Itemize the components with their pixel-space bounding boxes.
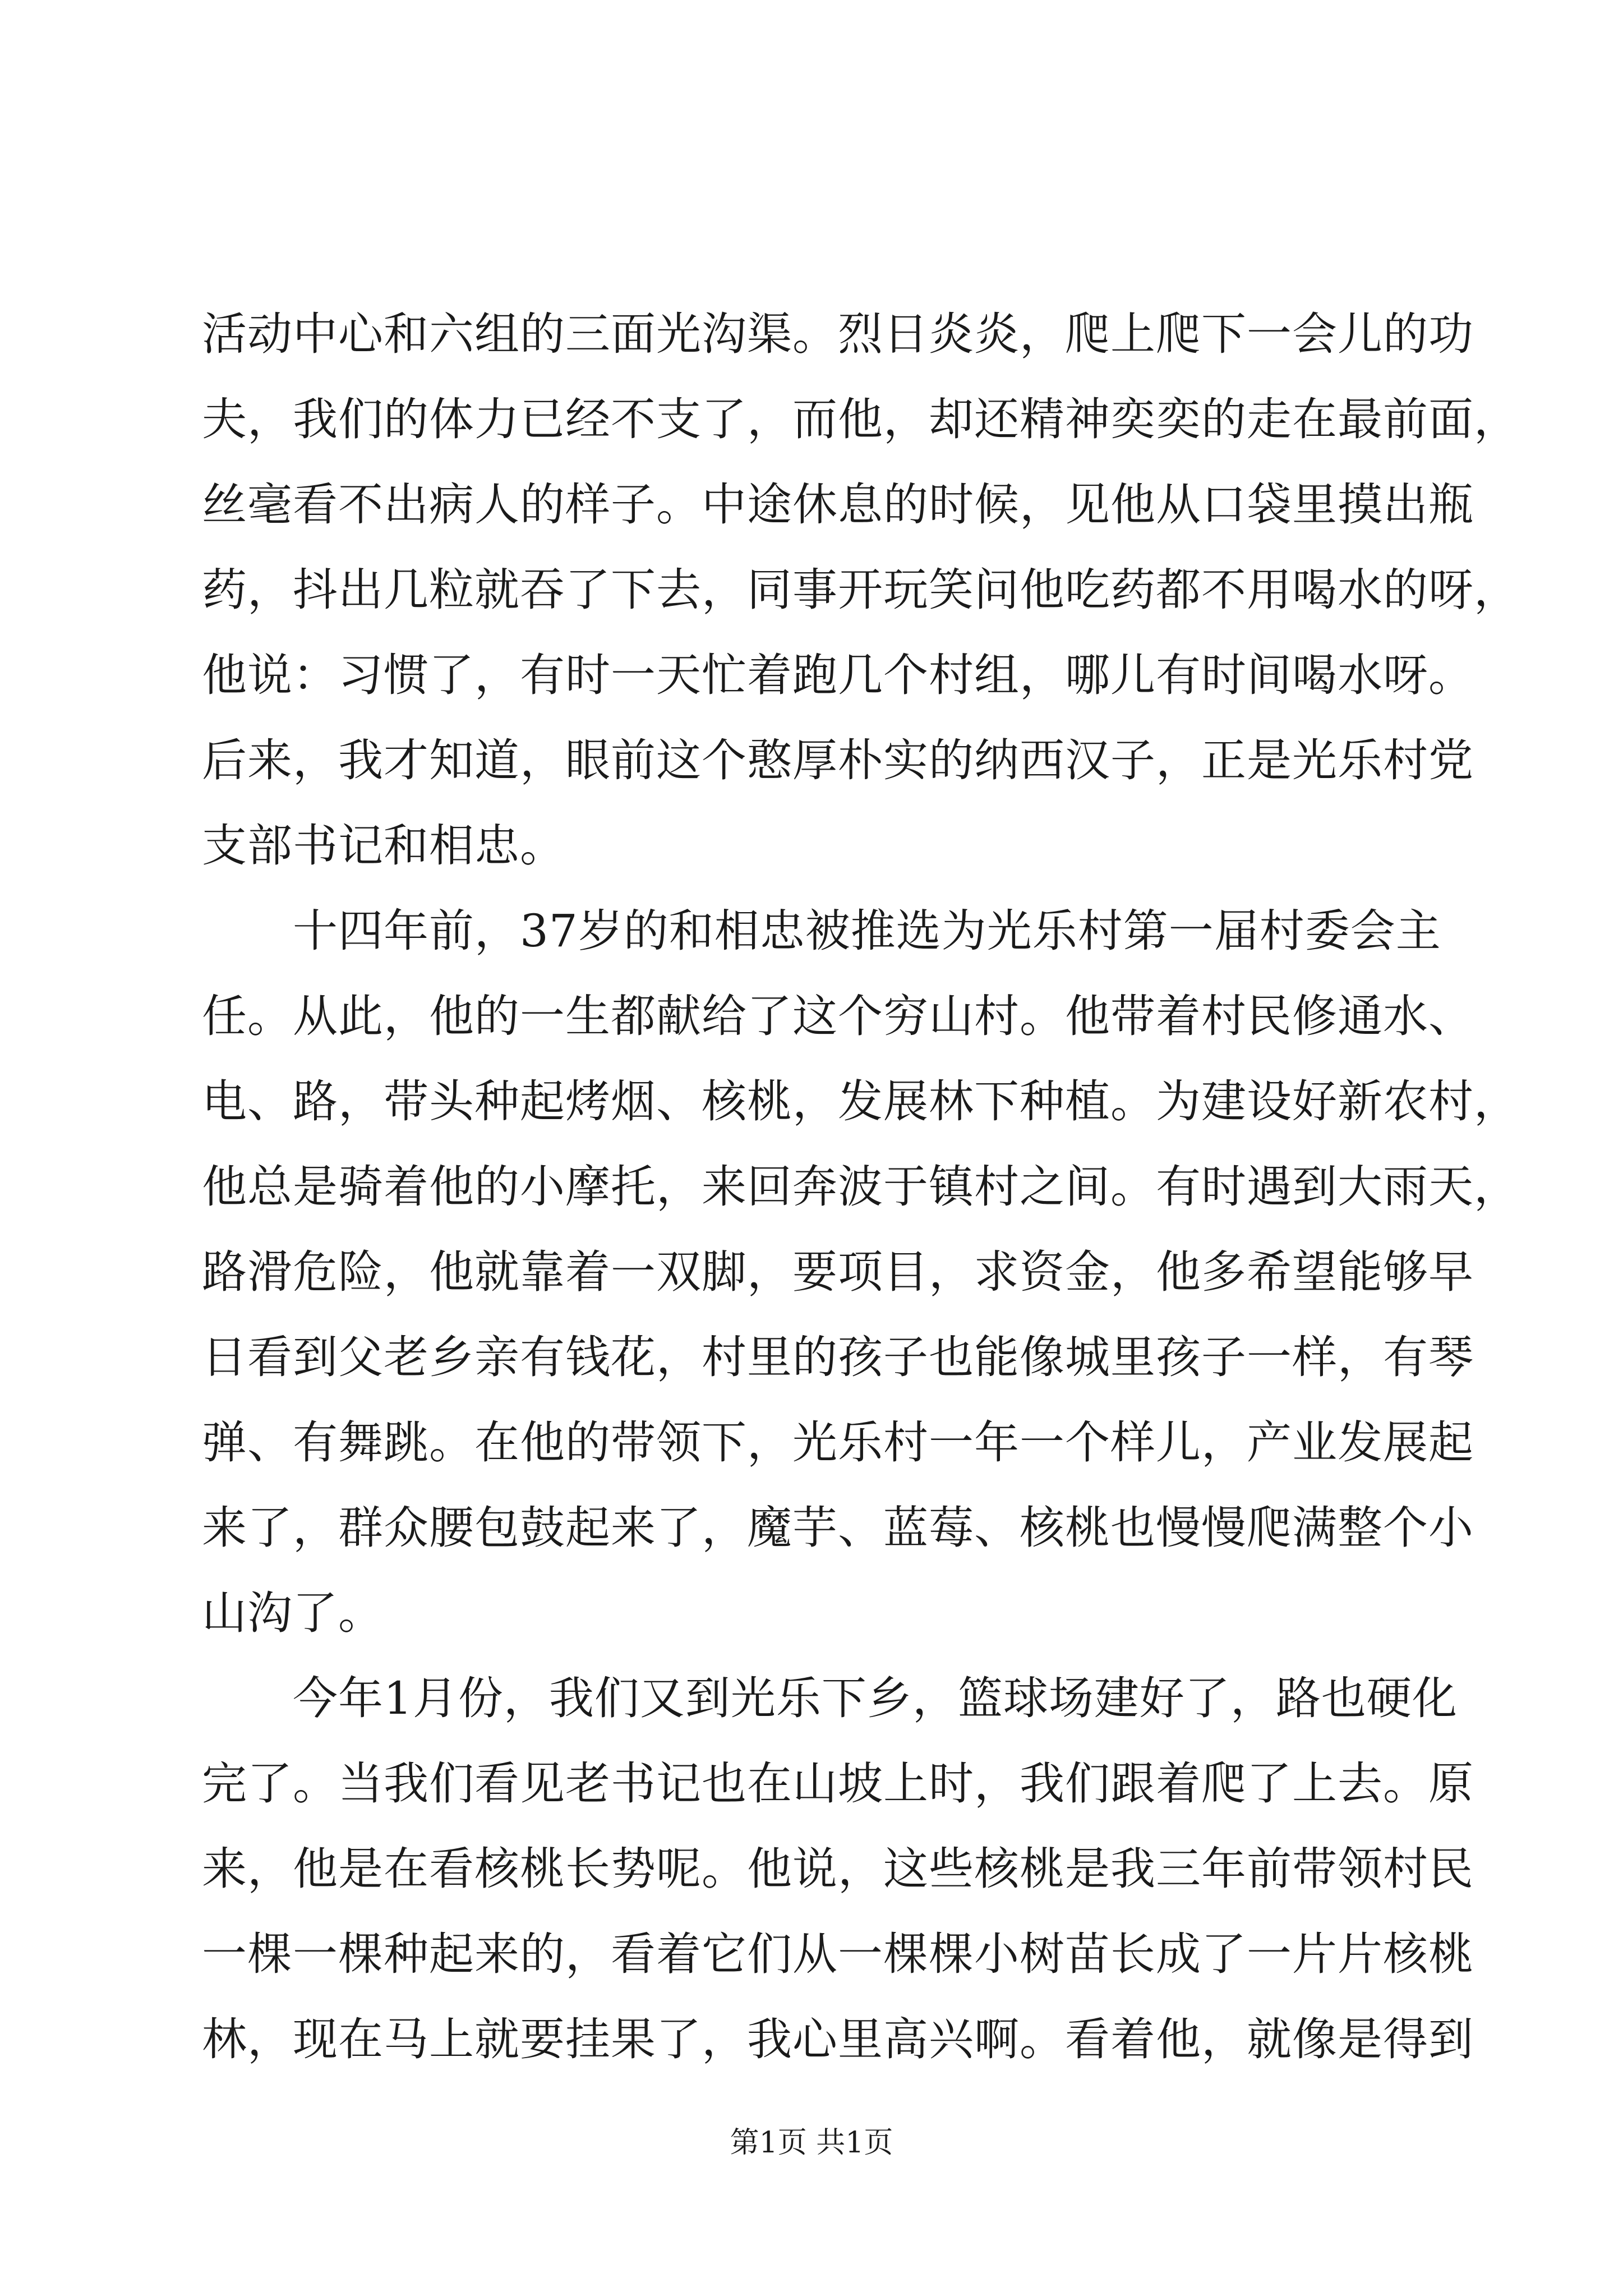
text-line: 来，他是在看核桃长势呢。他说，这些核桃是我三年前带领村民 xyxy=(202,1843,1474,1895)
text-line: 他说：习惯了，有时一天忙着跑几个村组，哪儿有时间喝水呀。 xyxy=(202,649,1474,701)
text-line: 日看到父老乡亲有钱花，村里的孩子也能像城里孩子一样，有琴 xyxy=(202,1331,1474,1383)
text-line: 十四年前，37岁的和相忠被推选为光乐村第一届村委会主 xyxy=(202,905,1441,957)
text-line: 今年1月份，我们又到光乐下乡，篮球场建好了，路也硬化 xyxy=(202,1672,1458,1724)
text-line: 夫，我们的体力已经不支了，而他，却还精神奕奕的走在最前面， xyxy=(202,393,1519,445)
text-line: 任。从此，他的一生都献给了这个穷山村。他带着村民修通水、 xyxy=(202,990,1474,1042)
paragraph xyxy=(202,292,1519,889)
text-line: 活动中心和六组的三面光沟渠。烈日炎炎，爬上爬下一会儿的功 xyxy=(202,308,1474,360)
text-line: 他总是骑着他的小摩托，来回奔波于镇村之间。有时遇到大雨天， xyxy=(202,1161,1519,1213)
paragraph xyxy=(202,889,1519,1656)
text-line: 完了。当我们看见老书记也在山坡上时，我们跟着爬了上去。原 xyxy=(202,1757,1474,1810)
paragraph xyxy=(202,1656,1474,2082)
text-line: 一棵一棵种起来的，看着它们从一棵棵小树苗长成了一片片核桃 xyxy=(202,1928,1474,1980)
text-line: 山沟了。 xyxy=(202,1587,384,1639)
document-body xyxy=(202,292,1519,2082)
text-line: 丝毫看不出病人的样子。中途休息的时候，见他从口袋里摸出瓶 xyxy=(202,478,1474,531)
text-line: 来了，群众腰包鼓起来了，魔芋、蓝莓、核桃也慢慢爬满整个小 xyxy=(202,1502,1474,1554)
text-line: 林，现在马上就要挂果了，我心里高兴啊。看着他，就像是得到 xyxy=(202,2013,1474,2065)
text-line: 后来，我才知道，眼前这个憨厚朴实的纳西汉子，正是光乐村党 xyxy=(202,734,1474,786)
text-line: 药，抖出几粒就吞了下去，同事开玩笑问他吃药都不用喝水的呀， xyxy=(202,564,1519,616)
text-line: 支部书记和相忠。 xyxy=(202,820,565,872)
page-footer: 第1页 共1页 xyxy=(730,2126,893,2160)
text-line: 电、路，带头种起烤烟、核桃，发展林下种植。为建设好新农村， xyxy=(202,1075,1519,1128)
text-line: 路滑危险，他就靠着一双脚，要项目，求资金，他多希望能够早 xyxy=(202,1246,1474,1298)
text-line: 弹、有舞跳。在他的带领下，光乐村一年一个样儿，产业发展起 xyxy=(202,1416,1474,1469)
